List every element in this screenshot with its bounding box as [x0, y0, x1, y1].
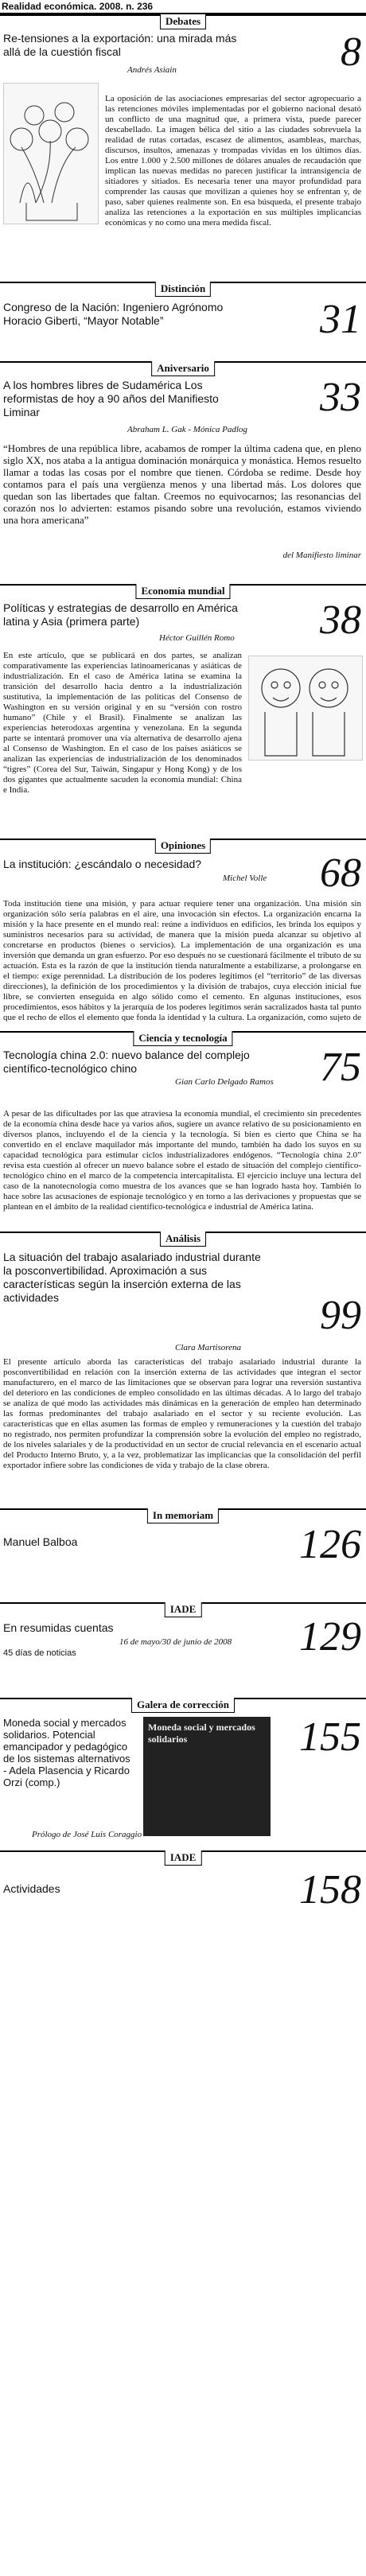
section-analisis	[0, 1232, 366, 1494]
article-subtitle: 45 días de noticias	[3, 1648, 76, 1658]
section-label: Economía mundial	[135, 584, 230, 599]
blank-remainder	[0, 1957, 366, 2576]
article-title[interactable]: Congreso de la Nación: Ingeniero Agrónomo Horacio Giberti, “Mayor Notable”	[3, 301, 224, 327]
article-title[interactable]: Políticas y estrategias de desarrollo en América latina y Asia (primera parte)	[3, 601, 238, 628]
flower-illustration	[3, 83, 99, 224]
page-number[interactable]: 75	[320, 1045, 361, 1090]
page-number[interactable]: 8	[341, 29, 361, 75]
book-cover	[143, 1717, 271, 1836]
article-title[interactable]: Tecnología china 2.0: nuevo balance del complejo científico-tecnológico chino	[3, 1049, 250, 1075]
article-title[interactable]: Re-tensiones a la exportación: una mirada más allá de la cuestión fiscal	[3, 32, 237, 58]
page-number[interactable]: 33	[320, 375, 361, 420]
section-economia-mundial	[0, 584, 366, 823]
article-author: Gian Carlo Delgado Ramos	[175, 1077, 274, 1087]
article-author: Andrés Asiain	[127, 65, 177, 75]
journal-header	[0, 0, 366, 14]
article-title[interactable]: La institución: ¿escándalo o necesidad?	[3, 858, 202, 870]
cover-title: Moneda social y mercados solidarios	[148, 1722, 255, 1745]
article-abstract: Toda institución tiene una misión, y para actuar requiere tener una organización. Una misión sin organización sólo sería palabras en el aire, una invocación sin efectos. La organización encarna la misión y la hace presente en el mundo real: reúne a individuos en edificios, les brinda los equipos y suministros necesarios para su actividad, de manera que la misión pueda alcanzar su objetivo al concretarse en productos (bienes o servicios). La implementación de una organización es una inversión que demanda un gran esfuerzo. Por eso después no se cuestionará fácilmente el tributo de su actuación. Esta es la razón de que la institución tienda naturalmente a estabilizarse, a prolongarse en el tiempo: exige perennidad. La distribución de los poderes legítimos (el “territorio” de las diversas direcciones), la definición de los procedimientos y la división de trabajos, cuya elección inicial fue libre, se convierten enseguida en algo sólido como el cemento. En algunas instituciones, esos procedimientos, esos hábitos y la jerarquía de los poderes legítimos serán sacralizados hasta tal punto que el recho de ellos el elemento que fonda la identidad y la cultura. La organización, como sujeto de	[3, 899, 361, 1021]
article-author: Clara Martisorena	[175, 1343, 242, 1352]
page-number[interactable]: 68	[320, 850, 361, 896]
article-author: Abraham L. Gak - Mónica Padlog	[127, 425, 247, 434]
article-title[interactable]: A los hombres libres de Sudamérica Los reformistas de hoy a 90 años del Manifiesto Liminar	[3, 379, 219, 418]
journal-title: Realidad económica. 2008. n. 236	[2, 1, 154, 12]
section-debates	[0, 14, 366, 272]
section-label: Ciencia y tecnología	[133, 1031, 232, 1046]
section-label: Opiniones	[155, 839, 211, 854]
section-label: Debates	[160, 14, 206, 29]
section-iade-actividades	[0, 1850, 366, 1946]
article-abstract: A pesar de las dificultades por las que atraviesa la economía mundial, el crecimiento sin precedentes de la economía china desde hace ya varios años, sugiere un avance relativo de su posicionamiento en diversos planos, incluyendo el de la ciencia y la tecnología. Si bien es cierto que China se ha convertido en el enclave maquilador más importante del mundo, también ha dado los suyos en su capacidad tecnológica para estimular ciclos industrializadores endógenos. “Tecnología china 2.0” revisa esta cuestión al ofrecer un nuevo balance sobre el estado de situación del complejo científico-tecnológico chino en el marco de la competencia intercapitalista. El ejercicio incluye una lectura del caso de la nanotecnología como muestra de los avances que se han logrado hasta hoy. También lo hace sobre las acusaciones de espionaje tecnológico y en torno a las derivaciones y propuestas que se plantean en el ámbito de la realidad científico-tecnológica e industrial de América latina.	[3, 1109, 361, 1212]
article-abstract: En este artículo, que se publicará en dos partes, se analizan comparativamente las experiencias latinoamericanas y asiáticas de industrialización. En el caso de América latina se examina la transición del desarrollo hacia dentro a la industrialización sustitutiva, la implementación de las políticas del Consenso de Washington en su versión original y en su “versión con rostro humano” (Chile y el Brasil). Finalmente se analizan las experiencias heterodoxas argentina y venezolana. En la segunda parte se intentará promover una vía alternativa de desarrollo ajena al Consenso de Washington. En el caso de los países asiáticos se analizan las experiencias de industrialización de los denominados “tigres” (Corea del Sur, Taiwán, Singapur y Hong Kong) y de los dos gigantes que actualmente sacuden la economía mundial: China e India.	[3, 651, 242, 795]
page-number[interactable]: 31	[320, 297, 361, 342]
section-label: IADE	[165, 1850, 202, 1866]
page-number[interactable]: 99	[320, 1293, 361, 1338]
article-title[interactable]: En resumidas cuentas	[3, 1621, 114, 1634]
caricature-illustration	[248, 656, 363, 761]
article-title[interactable]: Moneda social y mercados solidarios. Potencial emancipador y pedagógico de los sistemas alternativos - Adela Plasencia y Ricardo Orzi (comp.)	[3, 1717, 130, 1788]
section-label: In memoriam	[147, 1508, 219, 1523]
section-label: IADE	[165, 1602, 202, 1617]
page-number[interactable]: 38	[320, 597, 361, 643]
article-dates: 16 de mayo/30 de junio de 2008	[119, 1637, 232, 1647]
section-opiniones	[0, 839, 366, 1026]
section-label: Distinción	[155, 282, 211, 297]
section-label: Análisis	[160, 1232, 206, 1247]
article-abstract: El presente artículo aborda las características del trabajo asalariado industrial durante la posconvertibilidad en relación con la inserción externa de las actividades que integran el sector manufacturero, en el marco de las limitaciones que se observan para lograr una reversión sustantiva del deterioro en las condiciones de empleo consolidado en las últimas décadas. A lo largo del trabajo se analiza de qué modo las actividades más dinámicas en la generación de empleo han determinado las formas predominantes del trabajo asalariado en el sector y su reciente evolución. Las características que en ellas asumen las formas de empleo y remuneraciones y la cuestión del trabajo no registrado, nos permiten profundizar la comprensión sobre la evolución del empleo no registrado, de los niveles salariales y de la productividad en un sector de crucial relevancia en el escenario actual del Producto Interno Bruto, y, a la vez, problematizar las implicancias que la consolidación del perfil exportador infiere sobre las condiciones de vida y trabajo de la clase obrera.	[3, 1357, 361, 1470]
page-number[interactable]: 126	[299, 1522, 361, 1567]
article-abstract: La oposición de las asociaciones empresarias del sector agropecuario a las retenciones móviles implementadas por el gobierno nacional desató un conflicto de una magnitud que, a primera vista, puede parecer descabellado. La imagen bélica del sitio a las ciudades sobrevuela la realidad de rutas cortadas, escasez de alimentos, asambleas, marchas, discursos, insultos, amenazas y trompadas vividas en los últimos días. Los entre 1.000 y 2.500 millones de dólares anuales de recaudación que implican las nuevas medidas no parecen justificar la intransigencia de sitiadores y sitiados. Es necesaria tener una mayor profundidad para comprender las causas que movilizan a quienes hoy se enfrentan y, de paso, saber quienes realmente son. En esa búsqueda, el presente trabajo analiza las retenciones a la exportación en sus múltiples implicancias económicas y no como una mera medida fiscal.	[105, 94, 361, 228]
article-title[interactable]: La situación del trabajo asalariado industrial durante la posconvertibilidad. Aproximación a sus características según la inserción externa de las actividades	[3, 1251, 261, 1304]
manifesto-quote: “Hombres de una república libre, acabamos de romper la última cadena que, en pleno siglo XX, nos ataba a la antigua dominación monárquica y monástica. Hemos resuelto llamar a todas las cosas por el nombre que tienen. Córdoba se redime. Desde hoy contamos para el país una vergüenza menos y una libertad más. Los dolores que quedan son las libertades que faltan. Creemos no equivocarnos; las resonancias del corazón nos lo advierten: estamos pisando sobre una revolución, estamos viviendo una hora americana”	[3, 442, 361, 526]
article-title[interactable]: Manuel Balboa	[3, 1535, 78, 1548]
article-author: Michel Volle	[223, 874, 267, 883]
article-author: Héctor Guillén Romo	[159, 633, 235, 643]
section-label: Galera de corrección	[131, 1698, 235, 1713]
page-number[interactable]: 129	[299, 1614, 361, 1660]
article-title[interactable]: Actividades	[3, 1882, 60, 1895]
prologue: Prólogo de José Luis Coraggio	[32, 1830, 142, 1839]
section-ciencia-tecnologia	[0, 1031, 366, 1233]
section-aniversario	[0, 361, 366, 578]
page-number[interactable]: 158	[299, 1867, 361, 1913]
section-distincion	[0, 282, 366, 358]
section-label: Aniversario	[151, 361, 215, 376]
section-in-memoriam	[0, 1508, 366, 1588]
section-galera-correccion	[0, 1698, 366, 1849]
section-iade-resumen	[0, 1602, 366, 1698]
quote-source: del Manifiesto liminar	[282, 551, 361, 560]
page-number[interactable]: 155	[299, 1714, 361, 1760]
